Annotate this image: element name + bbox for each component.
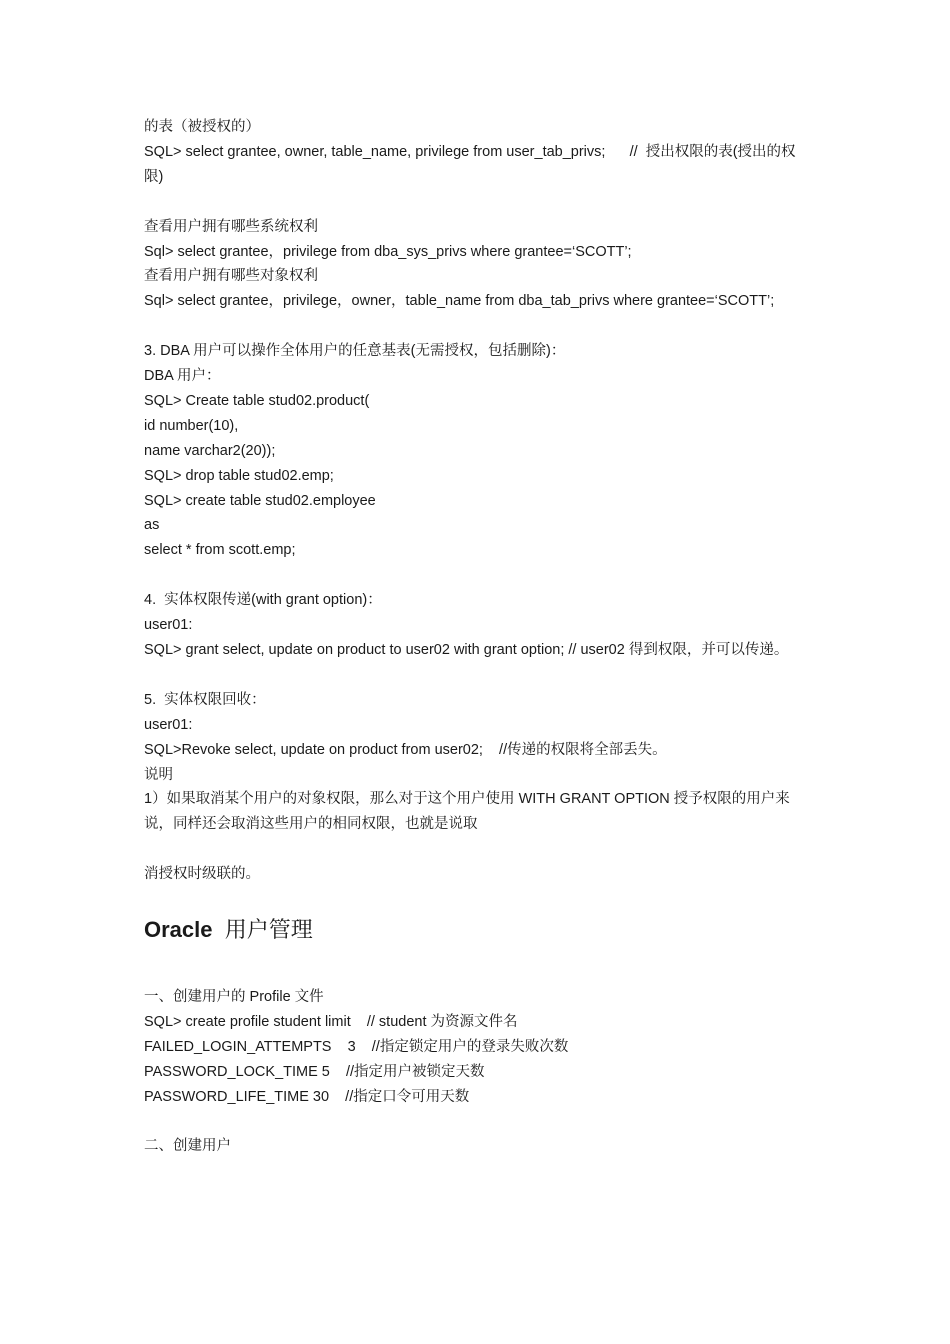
sql-line: select * from scott.emp; [144,542,296,559]
sql-line: SQL> select grantee, owner, table_name, privilege from user_tab_privs; // 授出权限的表(授出的权限) [144,143,796,185]
sql-line: SQL> create table stud02.employee [144,492,376,509]
section-title: 5. 实体权限回收： [144,691,266,708]
text-line: 查看用户拥有哪些系统权利 [144,218,318,235]
text-line: user01: [144,617,193,634]
sql-line: as [144,517,160,534]
text-line: 的表（被授权的） [144,119,260,135]
spacer [144,837,812,862]
sql-line: PASSWORD_LOCK_TIME 5 //指定用户被锁定天数 [144,1063,485,1080]
sql-line: PASSWORD_LIFE_TIME 30 //指定口令可用天数 [144,1088,470,1105]
text-line: 消授权时级联的。 [144,866,260,883]
text-line: 1）如果取消某个用户的对象权限，那么对于这个用户使用 WITH GRANT OPTION 授予权限的用户来说，同样还会取消这些用户的相同权限，也就是说取 [144,791,790,833]
text-line: user01: [144,716,193,733]
section-title: 一、创建用户的 Profile 文件 [144,989,324,1006]
document-body [144,115,812,1159]
spacer [144,190,812,215]
section-heading [144,915,812,945]
sql-line: SQL> grant select, update on product to user02 with grant option; // user02 得到权限，并可以传递。 [144,641,789,658]
heading-en: Oracle [144,917,213,943]
sql-line: Sql> select grantee，privilege from dba_sys_privs where grantee=‘SCOTT’; [144,243,632,260]
text-line: 查看用户拥有哪些对象权利 [144,268,318,285]
text-line: 说明 [144,766,173,783]
section-title: 二、创建用户 [144,1138,231,1155]
sql-line: SQL>Revoke select, update on product from user02; //传递的权限将全部丢失。 [144,741,667,758]
sql-line: SQL> drop table stud02.emp; [144,467,334,484]
spacer [144,563,812,588]
sql-line: SQL> Create table stud02.product( [144,392,370,409]
section-title: 3. DBA 用户可以操作全体用户的任意基表(无需授权，包括删除)： [144,343,566,360]
sql-line: FAILED_LOGIN_ATTEMPTS 3 //指定锁定用户的登录失败次数 [144,1038,569,1055]
sql-line: name varchar2(20)); [144,442,276,459]
sql-line: id number(10), [144,417,239,434]
heading-cn: 用户管理 [224,917,313,943]
sql-line: Sql> select grantee，privilege，owner，table_name from dba_tab_privs where grantee=‘SCOTT’; [144,293,775,310]
spacer [144,663,812,688]
spacer [144,314,812,339]
text-line: DBA 用户： [144,368,221,385]
sql-line: SQL> create profile student limit // student 为资源文件名 [144,1013,518,1030]
spacer [144,1110,812,1135]
section-title: 4. 实体权限传递(with grant option)： [144,592,382,609]
